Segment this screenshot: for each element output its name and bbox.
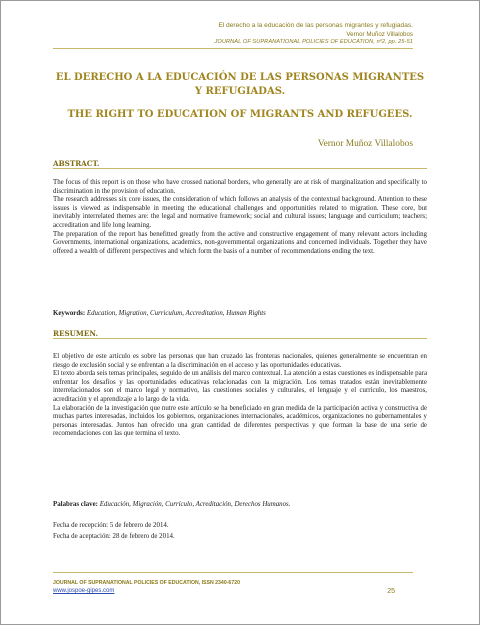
date-received: Fecha de recepción: 5 de febrero de 2014.: [53, 522, 169, 529]
abstract-paragraph: The focus of this report is on those who have crossed national borders, who generally are at risk of marginalization and specifically to discrimination in the provision of education.: [53, 179, 427, 195]
keywords-english: [53, 310, 427, 317]
author-name: Vernor Muñoz Villalobos: [317, 139, 413, 149]
keywords-spanish: [53, 501, 427, 508]
title-spanish: EL DERECHO A LA EDUCACIÓN DE LAS PERSONAS MIGRANTES Y REFUGIADAS.: [55, 72, 425, 97]
keywords-list: Education, Migration, Curriculum, Accreditation, Human Rights: [86, 310, 266, 317]
page-number: 25: [387, 588, 395, 595]
abstract-body: [53, 179, 427, 256]
title-english: THE RIGHT TO EDUCATION OF MIGRANTS AND REFUGEES.: [67, 109, 413, 120]
running-header-author: Vernor Muñoz Villalobos: [346, 31, 413, 38]
footer-divider: [53, 572, 413, 573]
date-accepted: Fecha de aceptación: 28 de febrero de 2014.: [53, 533, 175, 540]
abstract-paragraph: The preparation of the report has benefitted greatly from the active and constructive engagement of many relevant actors including Governments, international organizations, academics, non-governmental organizations and concerned individuals. Together they have offered a wealth of different perspectives and which form the basis of a number of recommendations ending the text.: [53, 230, 427, 255]
footer-website-link[interactable]: www.jospoe-gipes.com: [53, 588, 115, 594]
resumen-divider: [53, 338, 427, 339]
keywords-label: Keywords:: [53, 310, 86, 317]
palabras-clave-list: Educación, Migración, Currículo, Acreditación, Derechos Humanos.: [99, 501, 291, 508]
abstract-paragraph: The research addresses six core issues, the consideration of which follows an analysis of the contextual background. Attention to these issues is viewed as indispensable in meeting the educational challenges and opportunities related to migration. These core, but inevitably interrelated themes are: the legal and normative framework; social and cultural issues; language and curriculum; teachers; accreditation and life long learning.: [53, 196, 427, 229]
abstract-heading: ABSTRACT.: [53, 159, 100, 168]
header-divider: [53, 48, 413, 49]
abstract-divider: [53, 168, 427, 169]
resumen-paragraph: El texto aborda seis temas principales, seguido de un análisis del marco contextual. La atención a estas cuestiones es indispensable para enfrentar los desafíos y las oportunidades educativas relacionadas con la migración. Los temas tratados están inevitablemente interrelacionados son el marco legal y normativo, las cuestiones sociales y culturales, el lenguaje y el currículo, los maestros, acreditación y el aprendizaje a lo largo de la vida.: [53, 370, 427, 403]
resumen-paragraph: La elaboración de la investigación que nutre este artículo se ha beneficiado en gran medida de la participación activa y constructiva de muchas partes interesadas, incluidos los gobiernos, organizaciones internacionales, académicos, organizaciones no gubernamentales y personas interesadas. Juntos han ofrecido una gran cantidad de diferentes perspectivas y que forman la base de una serie de recomendaciones con las que termina el texto.: [53, 404, 427, 438]
resumen-heading: RESUMEN.: [53, 329, 98, 338]
resumen-paragraph: El objetivo de este artículo es sobre las personas que han cruzado las fronteras nacionales, quienes generalmente se encuentran en riesgo de exclusión social y se enfrentan a la discriminación en el acceso y las oportunidades educativas.: [53, 353, 427, 369]
resumen-body: [53, 353, 427, 439]
running-header-journal: JOURNAL OF SUPRANATIONAL POLICIES OF EDUCATION, nº2, pp. 25-51: [214, 39, 413, 45]
running-header-title: El derecho a la educación de las personas migrantes y refugiadas.: [218, 22, 413, 29]
palabras-clave-label: Palabras clave:: [53, 501, 98, 508]
footer-journal: JOURNAL OF SUPRANATIONAL POLICIES OF EDUCATION, ISSN 2340-6720: [53, 580, 240, 586]
